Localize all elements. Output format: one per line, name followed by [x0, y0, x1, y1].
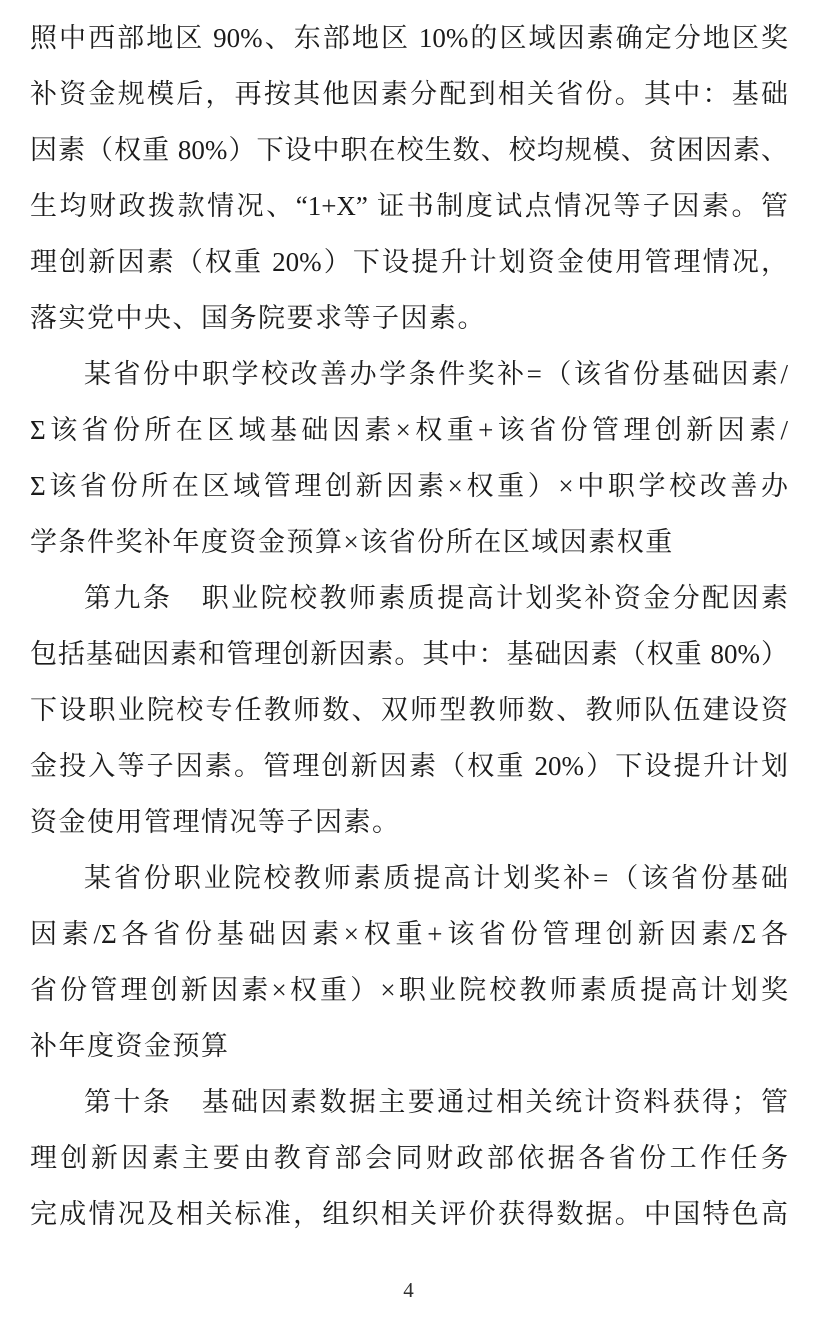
text-line: 落实党中央、国务院要求等子因素。: [30, 303, 486, 333]
text-line: Σ该省份所在区域管理创新因素×权重）×中职学校改善办: [30, 471, 788, 501]
text-line: Σ该省份所在区域基础因素×权重+该省份管理创新因素/: [30, 415, 788, 445]
text-line: 理创新因素（权重 20%）下设提升计划资金使用管理情况，: [30, 247, 788, 277]
text-line: 省份管理创新因素×权重）×职业院校教师素质提高计划奖: [30, 975, 788, 1005]
text-line: 因素/Σ各省份基础因素×权重+该省份管理创新因素/Σ各: [30, 919, 788, 949]
document-body: [30, 10, 788, 1242]
paragraph-article-9: [30, 570, 788, 850]
text-line: 理创新因素主要由教育部会同财政部依据各省份工作任务: [30, 1143, 788, 1173]
text-line: 金投入等子因素。管理创新因素（权重 20%）下设提升计划: [30, 751, 788, 781]
paragraph-region-weight-factors: [30, 10, 788, 346]
text-line: 照中西部地区 90%、东部地区 10%的区域因素确定分地区奖: [30, 23, 788, 53]
text-line: 某省份中职学校改善办学条件奖补=（该省份基础因素/: [84, 359, 788, 389]
paragraph-formula-teacher-quality-award: [30, 850, 788, 1074]
text-line: 第九条 职业院校教师素质提高计划奖补资金分配因素: [84, 583, 788, 613]
text-line: 因素（权重 80%）下设中职在校生数、校均规模、贫困因素、: [30, 135, 788, 165]
text-line: 包括基础因素和管理创新因素。其中：基础因素（权重 80%）: [30, 639, 788, 669]
page-number: 4: [403, 1278, 414, 1302]
text-line: 某省份职业院校教师素质提高计划奖补=（该省份基础: [84, 863, 788, 893]
paragraph-formula-secondary-vocational-award: [30, 346, 788, 570]
text-line: 学条件奖补年度资金预算×该省份所在区域因素权重: [30, 527, 674, 557]
text-line: 第十条 基础因素数据主要通过相关统计资料获得；管: [84, 1087, 788, 1117]
text-line: 下设职业院校专任教师数、双师型教师数、教师队伍建设资: [30, 695, 788, 725]
text-line: 生均财政拨款情况、“1+X” 证书制度试点情况等子因素。管: [30, 191, 788, 221]
text-line: 补年度资金预算: [30, 1031, 230, 1061]
paragraph-article-10: [30, 1074, 788, 1242]
text-line: 资金使用管理情况等子因素。: [30, 807, 401, 837]
text-line: 补资金规模后，再按其他因素分配到相关省份。其中：基础: [30, 79, 788, 109]
text-line: 完成情况及相关标准，组织相关评价获得数据。中国特色高: [30, 1199, 788, 1229]
